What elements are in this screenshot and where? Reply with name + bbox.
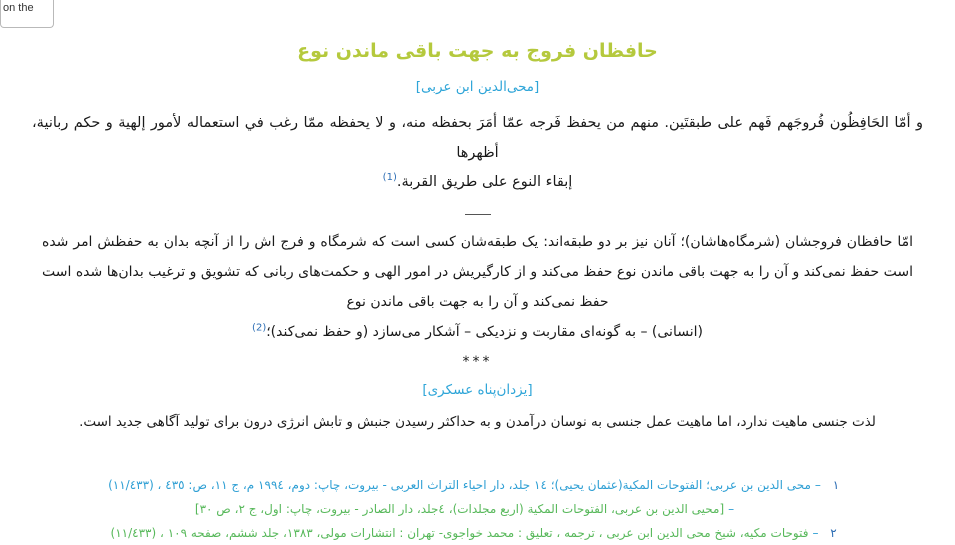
- page-title: حافظان فروج به جهت باقی ماندن نوع: [297, 40, 658, 62]
- persian-paragraph-text: امّا حافظان فروجشان (شرمگاه‌هاشان)؛ آنان نیز بر دو طبقه‌اند: یک طبقه‌شان کسی است که شرمگاه و فرج اش را از آنچه بدان به حفظش امر شده است حفظ نمی‌کند و آن را به جهت باقی ماندن نوع حفظ می‌کند و از کارگیریش در امور الهی و حکمت‌های ربانی که تشویق و ترغیب بدان‌ها شده است حفظ نمی‌کند و آن را به جهت باقی ماندن نوع: [42, 234, 913, 311]
- footnote-text: [محیی الدین بن عربی، الفتوحات المکیة (اربع مجلدات)، ٤‌جلد، دار الصادر - بیروت، چاپ: اول، ج ٢، ص ٣٠]: [194, 502, 725, 517]
- footnote-number: ١: [832, 478, 840, 493]
- footnote-row: [54, 497, 901, 521]
- section-divider-rule: [465, 214, 491, 215]
- persian-lastline-text: (انسانی) – به گونه‌ای مقاربت و نزدیکی – آشکار می‌سازد (و حفظ نمی‌کند)؛: [266, 324, 703, 341]
- attribution-bottom: [یزدان‌پناه عسکری]: [422, 381, 533, 398]
- footnote-dash: –: [728, 502, 735, 517]
- footnote-list: [18, 473, 937, 545]
- persian-translation-paragraph: [18, 227, 937, 347]
- arabic-paragraph-lastline: [32, 168, 923, 198]
- section-separator-stars: ***: [462, 353, 493, 370]
- browser-tab-label: on the: [3, 2, 34, 14]
- persian-paragraph-lastline: [42, 317, 913, 347]
- arabic-footnote-marker: (1): [382, 172, 397, 184]
- footnote-dash: –: [812, 526, 819, 541]
- arabic-paragraph: [18, 109, 937, 198]
- footnote-number: ٢: [830, 526, 837, 541]
- footnote-row: [54, 473, 901, 497]
- closing-paragraph: لذت جنسی ماهیت ندارد، اما ماهیت عمل جنسی به نوسان درآمدن و به حداکثر رسیدن جنبش و تابش انرژی درون برای تولید آگاهی جدید است.: [79, 413, 876, 430]
- footnote-text: فتوحات مکیه، شیخ محی الدین ابن عربی ، ترجمه ، تعلیق : محمد خواجوی- تهران : انتشارات مولی، ١٣٨٣، جلد ششم، صفحه ١٠٩ ، (١١/٤٣٣): [110, 526, 809, 541]
- persian-footnote-marker: (2): [252, 322, 267, 334]
- attribution-top: [محی‌الدین ابن عربی]: [415, 79, 540, 95]
- arabic-lastline-text: إبقاء النوع على طريق القربة.: [396, 174, 573, 191]
- arabic-paragraph-text: و أمّا الحَافِظُون فُروجَهم فَهم على طبقتَين. منهم من يحفظ فَرجه عمّا أمَرَ بحفظه منه، و لا يحفظه ممّا رغب في استعماله لأمور إلهية و حكم ربانية، أظهرها: [32, 115, 923, 161]
- footnote-text: محی الدین بن عربی؛ الفتوحات المکیة(عثمان یحیی)؛ ١٤ جلد، دار احیاء التراث العربی - بیروت، چاپ: دوم، ١٩٩٤ م، ج ١١، ص: ٤٣٥ ، (١١/٤٣٣): [108, 478, 811, 493]
- footnote-dash: –: [814, 478, 821, 493]
- footnote-row: [54, 521, 901, 545]
